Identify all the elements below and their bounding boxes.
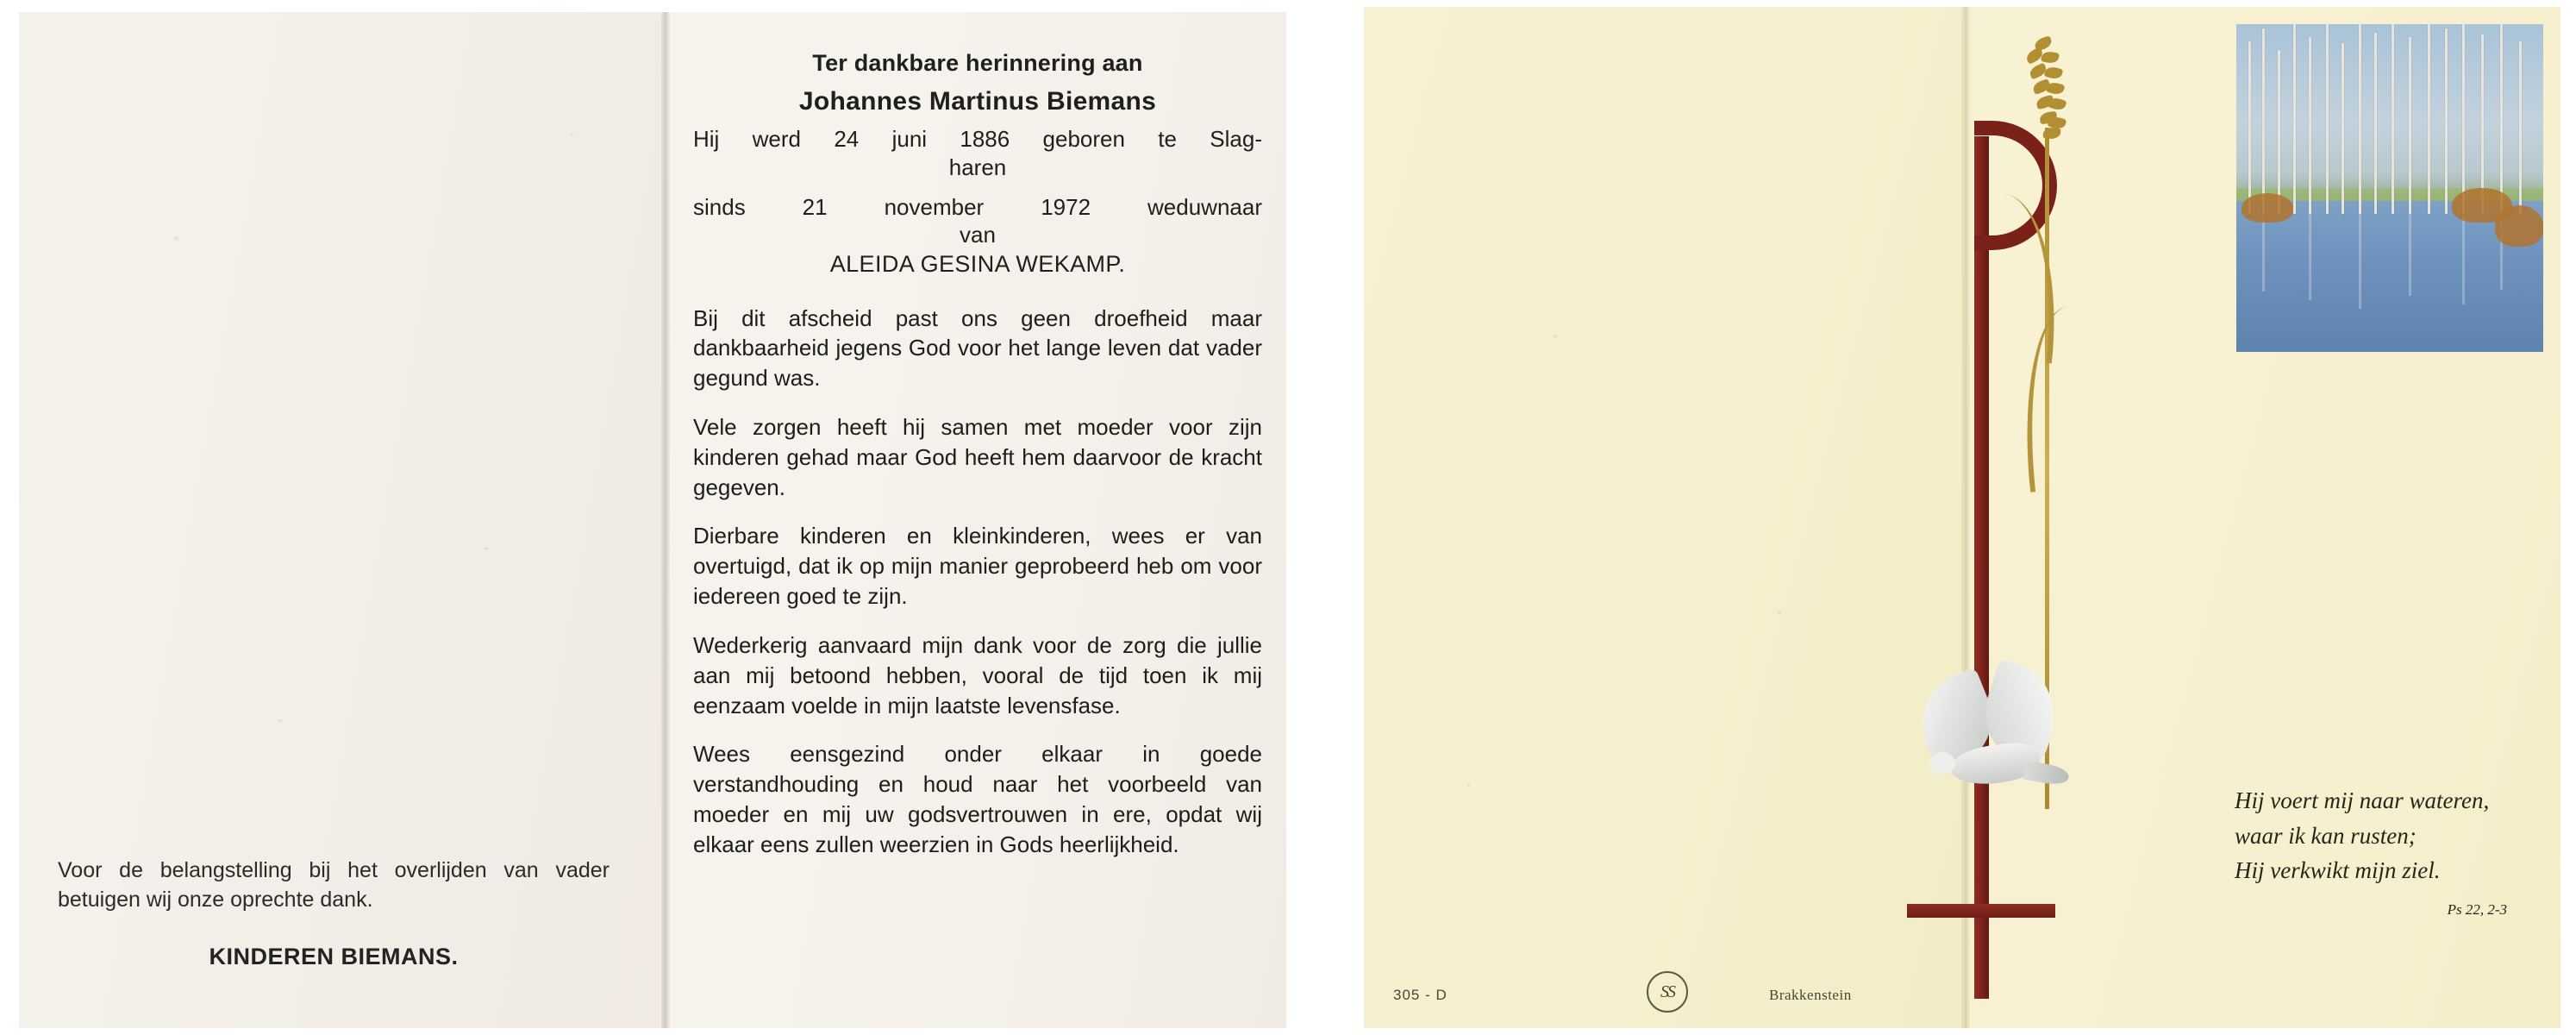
publisher-name: Brakkenstein [1769,987,1852,1003]
verse-line: waar ik kan rusten; [2235,822,2417,849]
memorial-paragraph: Bij dit afscheid past ons geen droefheid maar dankbaarheid jegens God voor het lange leven dat vader gegund was. [693,304,1262,392]
deceased-name: Johannes Martinus Biemans [798,87,1157,116]
verse-reference: Ps 22, 2-3 [2447,900,2507,918]
spouse-name: ALEIDA GESINA WEKAMP. [829,250,1126,277]
verse-line: Hij voert mij naar wateren, [2235,787,2490,813]
cross-vertical-beam [1974,136,1989,999]
acknowledgement-text: Voor de belangstelling bij het overlijden van vader betuigen wij onze oprechte dank. [58,858,610,912]
birth-line-1: Hij werd 24 juni 1886 geboren te Slag- [693,126,1262,152]
dove-tail [2023,761,2070,787]
maker-mark-icon: SS [1647,971,1688,1013]
catalog-code: 305 - D [1393,987,1447,1003]
memorial-text-block [693,50,1262,860]
memorial-paragraph: Dierbare kinderen en kleinkinderen, wees er van overtuigd, dat ik op mijn manier geprobeerd heb om voor iedereen goed te zijn. [693,523,1262,610]
verse-line: Hij verkwikt mijn ziel. [2235,857,2441,883]
cross-horizontal-beam [1907,904,2055,918]
memorial-card-inner-spread [19,12,1286,1028]
memorial-card-outer-spread [1364,7,2560,1028]
card-fold-crease [661,12,670,1028]
scripture-verse [2235,783,2519,920]
wheat-ear-icon [2023,38,2069,141]
chi-rho-cross-icon [1891,24,2150,1007]
dove-icon [1910,662,2066,826]
family-signature: KINDEREN BIEMANS. [209,944,459,969]
birth-line-2: haren [948,154,1007,181]
van-word: van [960,222,996,248]
landscape-photo [2236,24,2543,352]
widower-info [693,193,1262,223]
dove-head [1929,752,1955,775]
memorial-heading: Ter dankbare herinnering aan [812,50,1143,76]
memorial-paragraph: Wees eensgezind onder elkaar in goede verstandhouding en houd naar het voorbeeld van moeder en mij uw godsvertrouwen in ere, opdat wij elkaar eens zullen weerzien in Gods heerlijkheid. [693,741,1262,857]
widower-line: sinds 21 november 1972 weduwnaar [693,193,1262,220]
outer-left-panel [1364,7,1967,1028]
memorial-paragraph: Vele zorgen heeft hij samen met moeder voor zijn kinderen gehad maar God heeft hem daarvoor de kracht gegeven. [693,414,1262,500]
memorial-paragraph: Wederkerig aanvaard mijn dank voor de zorg die jullie aan mij betoond hebben, vooral de tijd toen ik mij eenzaam voelde in mijn laatste levensfase. [693,631,1262,718]
birth-info [693,125,1262,183]
